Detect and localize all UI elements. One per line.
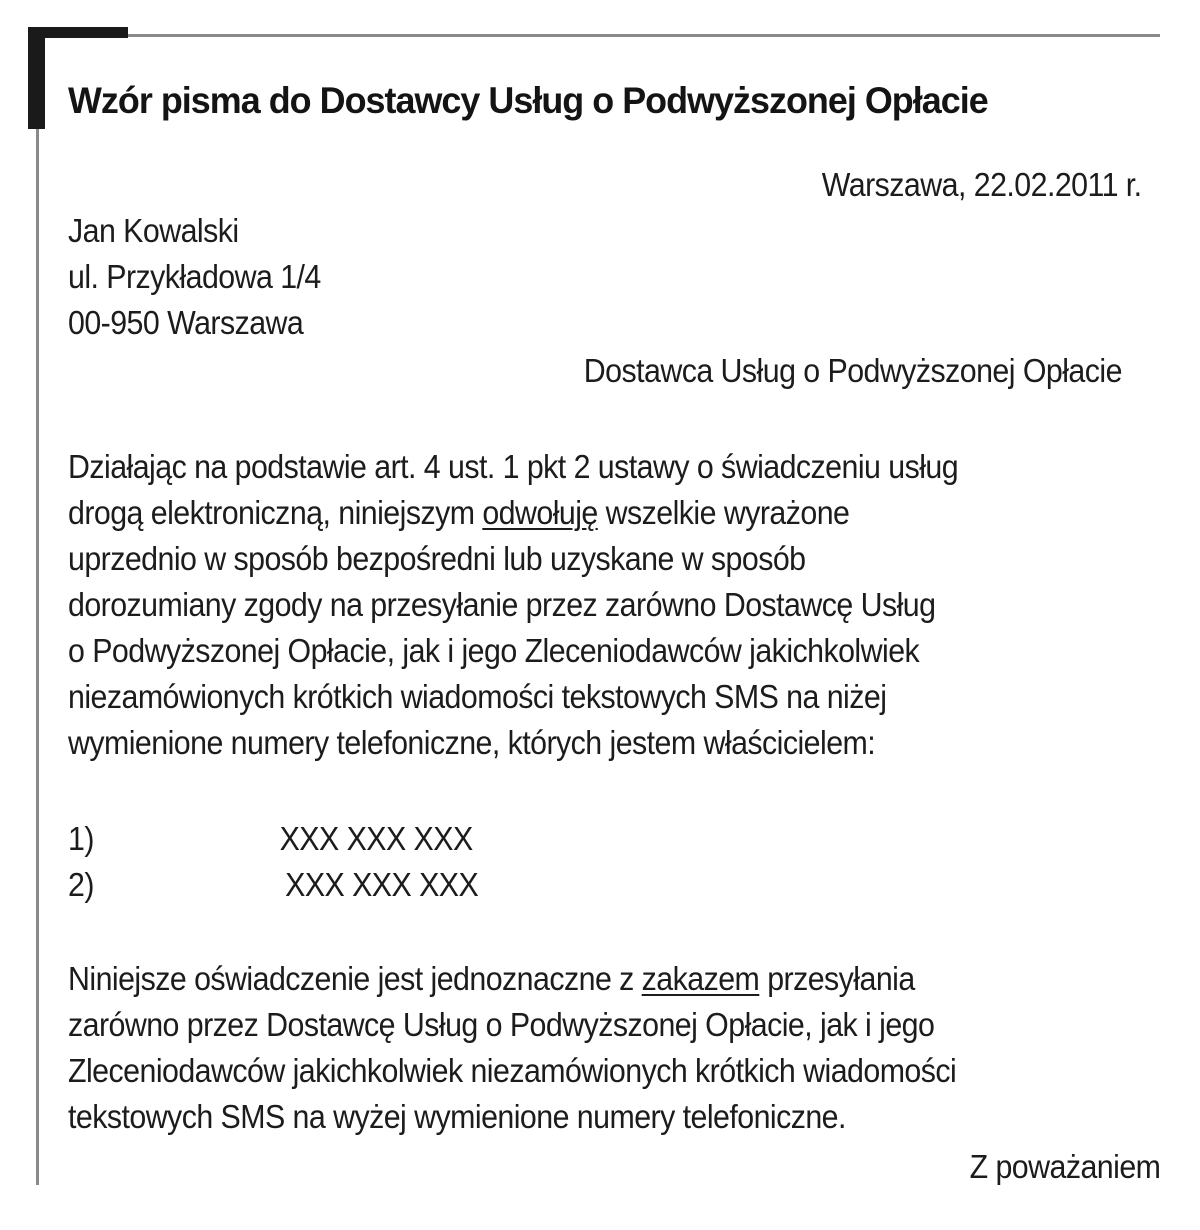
phone-number-row [68, 816, 528, 862]
body-line: dorozumiany zgody na przesyłanie przez zarówno Dostawcę Usług [68, 586, 936, 623]
phone-number-row [68, 862, 528, 908]
closing-text: Niniejsze oświadczenie jest jednoznaczne z [68, 960, 642, 997]
sender-city: 00-950 Warszawa [68, 304, 304, 341]
signoff: Z poważaniem [969, 1148, 1160, 1185]
sender-name: Jan Kowalski [68, 212, 239, 249]
phone-number-value: XXX XXX XXX [279, 820, 473, 857]
date-line: Warszawa, 22.02.2011 r. [822, 166, 1142, 203]
body-line [68, 490, 958, 536]
body-line: uprzednio w sposób bezpośredni lub uzyskane w sposób [68, 540, 806, 577]
closing-line: Zleceniodawców jakichkolwiek niezamówionych krótkich wiadomości [68, 1052, 957, 1089]
frame-corner-accent-horizontal [28, 27, 128, 38]
recipient-line: Dostawca Usług o Podwyższonej Opłacie [583, 352, 1122, 389]
closing-paragraph [68, 956, 956, 1140]
underlined-keyword-revoke: odwołuję [482, 494, 598, 531]
frame-corner-accent-vertical [28, 27, 45, 129]
phone-number-list [68, 816, 528, 908]
phone-number-index: 2) [68, 866, 94, 903]
closing-line: tekstowych SMS na wyżej wymienione numery telefoniczne. [68, 1098, 846, 1135]
sender-street: ul. Przykładowa 1/4 [68, 258, 321, 295]
phone-number-value: XXX XXX XXX [285, 866, 479, 903]
closing-line: zarówno przez Dostawcę Usług o Podwyższonej Opłacie, jak i jego [68, 1006, 935, 1043]
body-line: Działając na podstawie art. 4 ust. 1 pkt 2 ustawy o świadczeniu usług [68, 448, 959, 485]
body-line: o Podwyższonej Opłacie, jak i jego Zleceniodawców jakichkolwiek [68, 632, 920, 669]
closing-text: przesyłania [759, 960, 915, 997]
sender-address-block [68, 208, 321, 346]
closing-line [68, 956, 956, 1002]
body-text: wszelkie wyrażone [597, 494, 850, 531]
phone-number-index: 1) [68, 820, 94, 857]
frame-left-rule [36, 129, 39, 1185]
body-paragraph [68, 444, 958, 766]
document-title: Wzór pisma do Dostawcy Usług o Podwyższonej Opłacie [68, 80, 988, 121]
underlined-keyword-prohibition: zakazem [641, 960, 760, 997]
body-line: wymienione numery telefoniczne, których jestem właścicielem: [68, 724, 876, 761]
frame-top-rule [128, 34, 1160, 37]
body-text: drogą elektroniczną, niniejszym [68, 494, 483, 531]
body-line: niezamówionych krótkich wiadomości tekstowych SMS na niżej [68, 678, 887, 715]
